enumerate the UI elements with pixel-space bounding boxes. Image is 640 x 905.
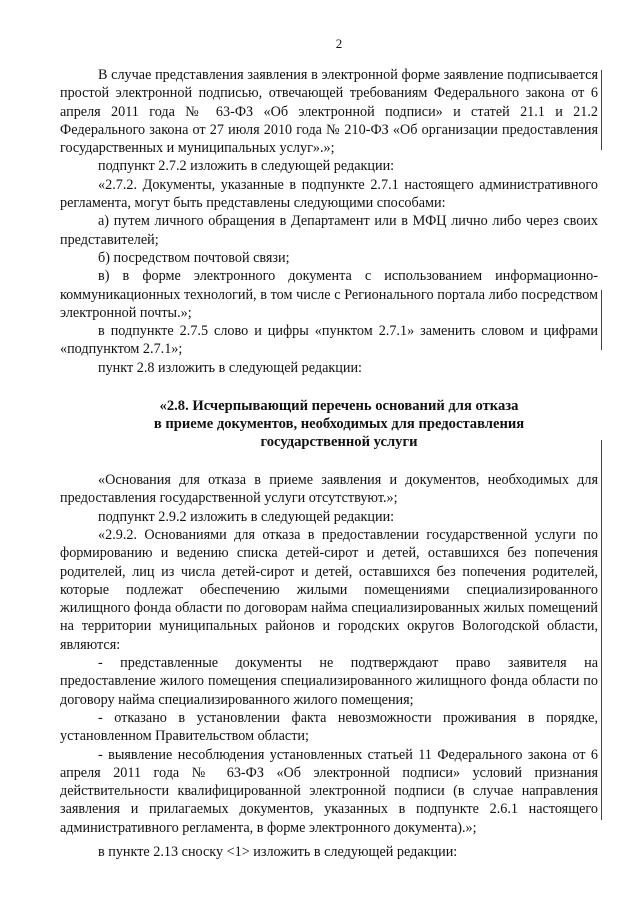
list-item-a: а) путем личного обращения в Департамент или в МФЦ лично либо через своих представителей; xyxy=(60,213,598,248)
list-item-b: б) посредством почтовой связи; xyxy=(98,249,290,266)
paragraph-no-grounds: «Основания для отказа в приеме заявления и документов, необходимых для предоставления государственной услуги отсутствуют.»; xyxy=(60,472,598,507)
heading-line-1: «2.8. Исчерпывающий перечень оснований для отказа xyxy=(159,398,519,415)
paragraph-subclause-2-7-5: в подпункте 2.7.5 слово и цифры «пунктом 2.7.1» заменить словом и цифрами «подпунктом 2.7.1»; xyxy=(60,323,598,358)
scan-edge-line-middle xyxy=(601,290,602,350)
paragraph-clause-2-7-2: «2.7.2. Документы, указанные в подпункте 2.7.1 настоящего административного регламента, могут быть представлены следующими способами: xyxy=(60,176,598,212)
paragraph-clause-2-9-2: «2.9.2. Основаниями для отказа в предоставлении государственной услуги по формированию и ведению списка детей-сирот и детей, оставшихся без попечения родителей, лиц из числа детей-сирот и детей, оставшихся без попечения родителей, которые подлежат обеспечению жилыми помещениями специализированного жилищного фонда области по договорам найма специализированных жилых помещений на территории муниципальных районов и городских округов Вологодской области, являются: xyxy=(60,526,598,653)
paragraph-subclause-2-7-2-intro: подпункт 2.7.2 изложить в следующей редакции: xyxy=(98,158,395,175)
scan-edge-line-bottom xyxy=(601,440,602,820)
scan-edge-line-top xyxy=(601,70,602,150)
paragraph-electronic-signature: В случае представления заявления в электронной форме заявление подписывается простой электронной подписью, отвечающей требованиям Федерального закона от 6 апреля 2011 года № 63-ФЗ «Об электронной подписи» и статей 21.1 и 21.2 Федерального закона от 27 июля 2010 года № 210-ФЗ «Об организации предоставления государственных и муниципальных услуг».»; xyxy=(60,67,598,157)
section-heading xyxy=(60,397,598,451)
list-item-c: в) в форме электронного документа с использованием информационно-коммуникационных технологий, в том числе с Регионального портала либо посредством электронной почты.»; xyxy=(60,268,598,321)
list-item-signature-violation: - выявление несоблюдения установленных статьей 11 Федерального закона от 6 апреля 2011 года № 63-ФЗ «Об электронной подписи» условий признания действительности квалифицированной электронной подписи (в случае направления заявления и прилагаемых документов, указанных в подпункте 2.6.1 настоящего административного регламента, в форме электронного документа).»; xyxy=(60,746,598,836)
list-item-documents-not-confirm: - представленные документы не подтверждают право заявителя на предоставление жилого помещения специализированного жилищного фонда области по договору найма специализированного жилого помещения; xyxy=(60,655,598,708)
list-item-refused-fact: - отказано в установлении факта невозможности проживания в порядке, установленном Правительством области; xyxy=(60,709,598,745)
heading-line-3: государственной услуги xyxy=(260,434,418,451)
paragraph-clause-2-8-intro: пункт 2.8 изложить в следующей редакции: xyxy=(98,359,362,376)
heading-line-2: в приеме документов, необходимых для предоставления xyxy=(153,416,525,433)
paragraph-subclause-2-9-2-intro: подпункт 2.9.2 изложить в следующей редакции: xyxy=(98,508,395,525)
paragraph-clause-2-13-footnote: в пункте 2.13 сноску <1> изложить в следующей редакции: xyxy=(98,843,458,860)
page-number: 2 xyxy=(335,36,343,51)
